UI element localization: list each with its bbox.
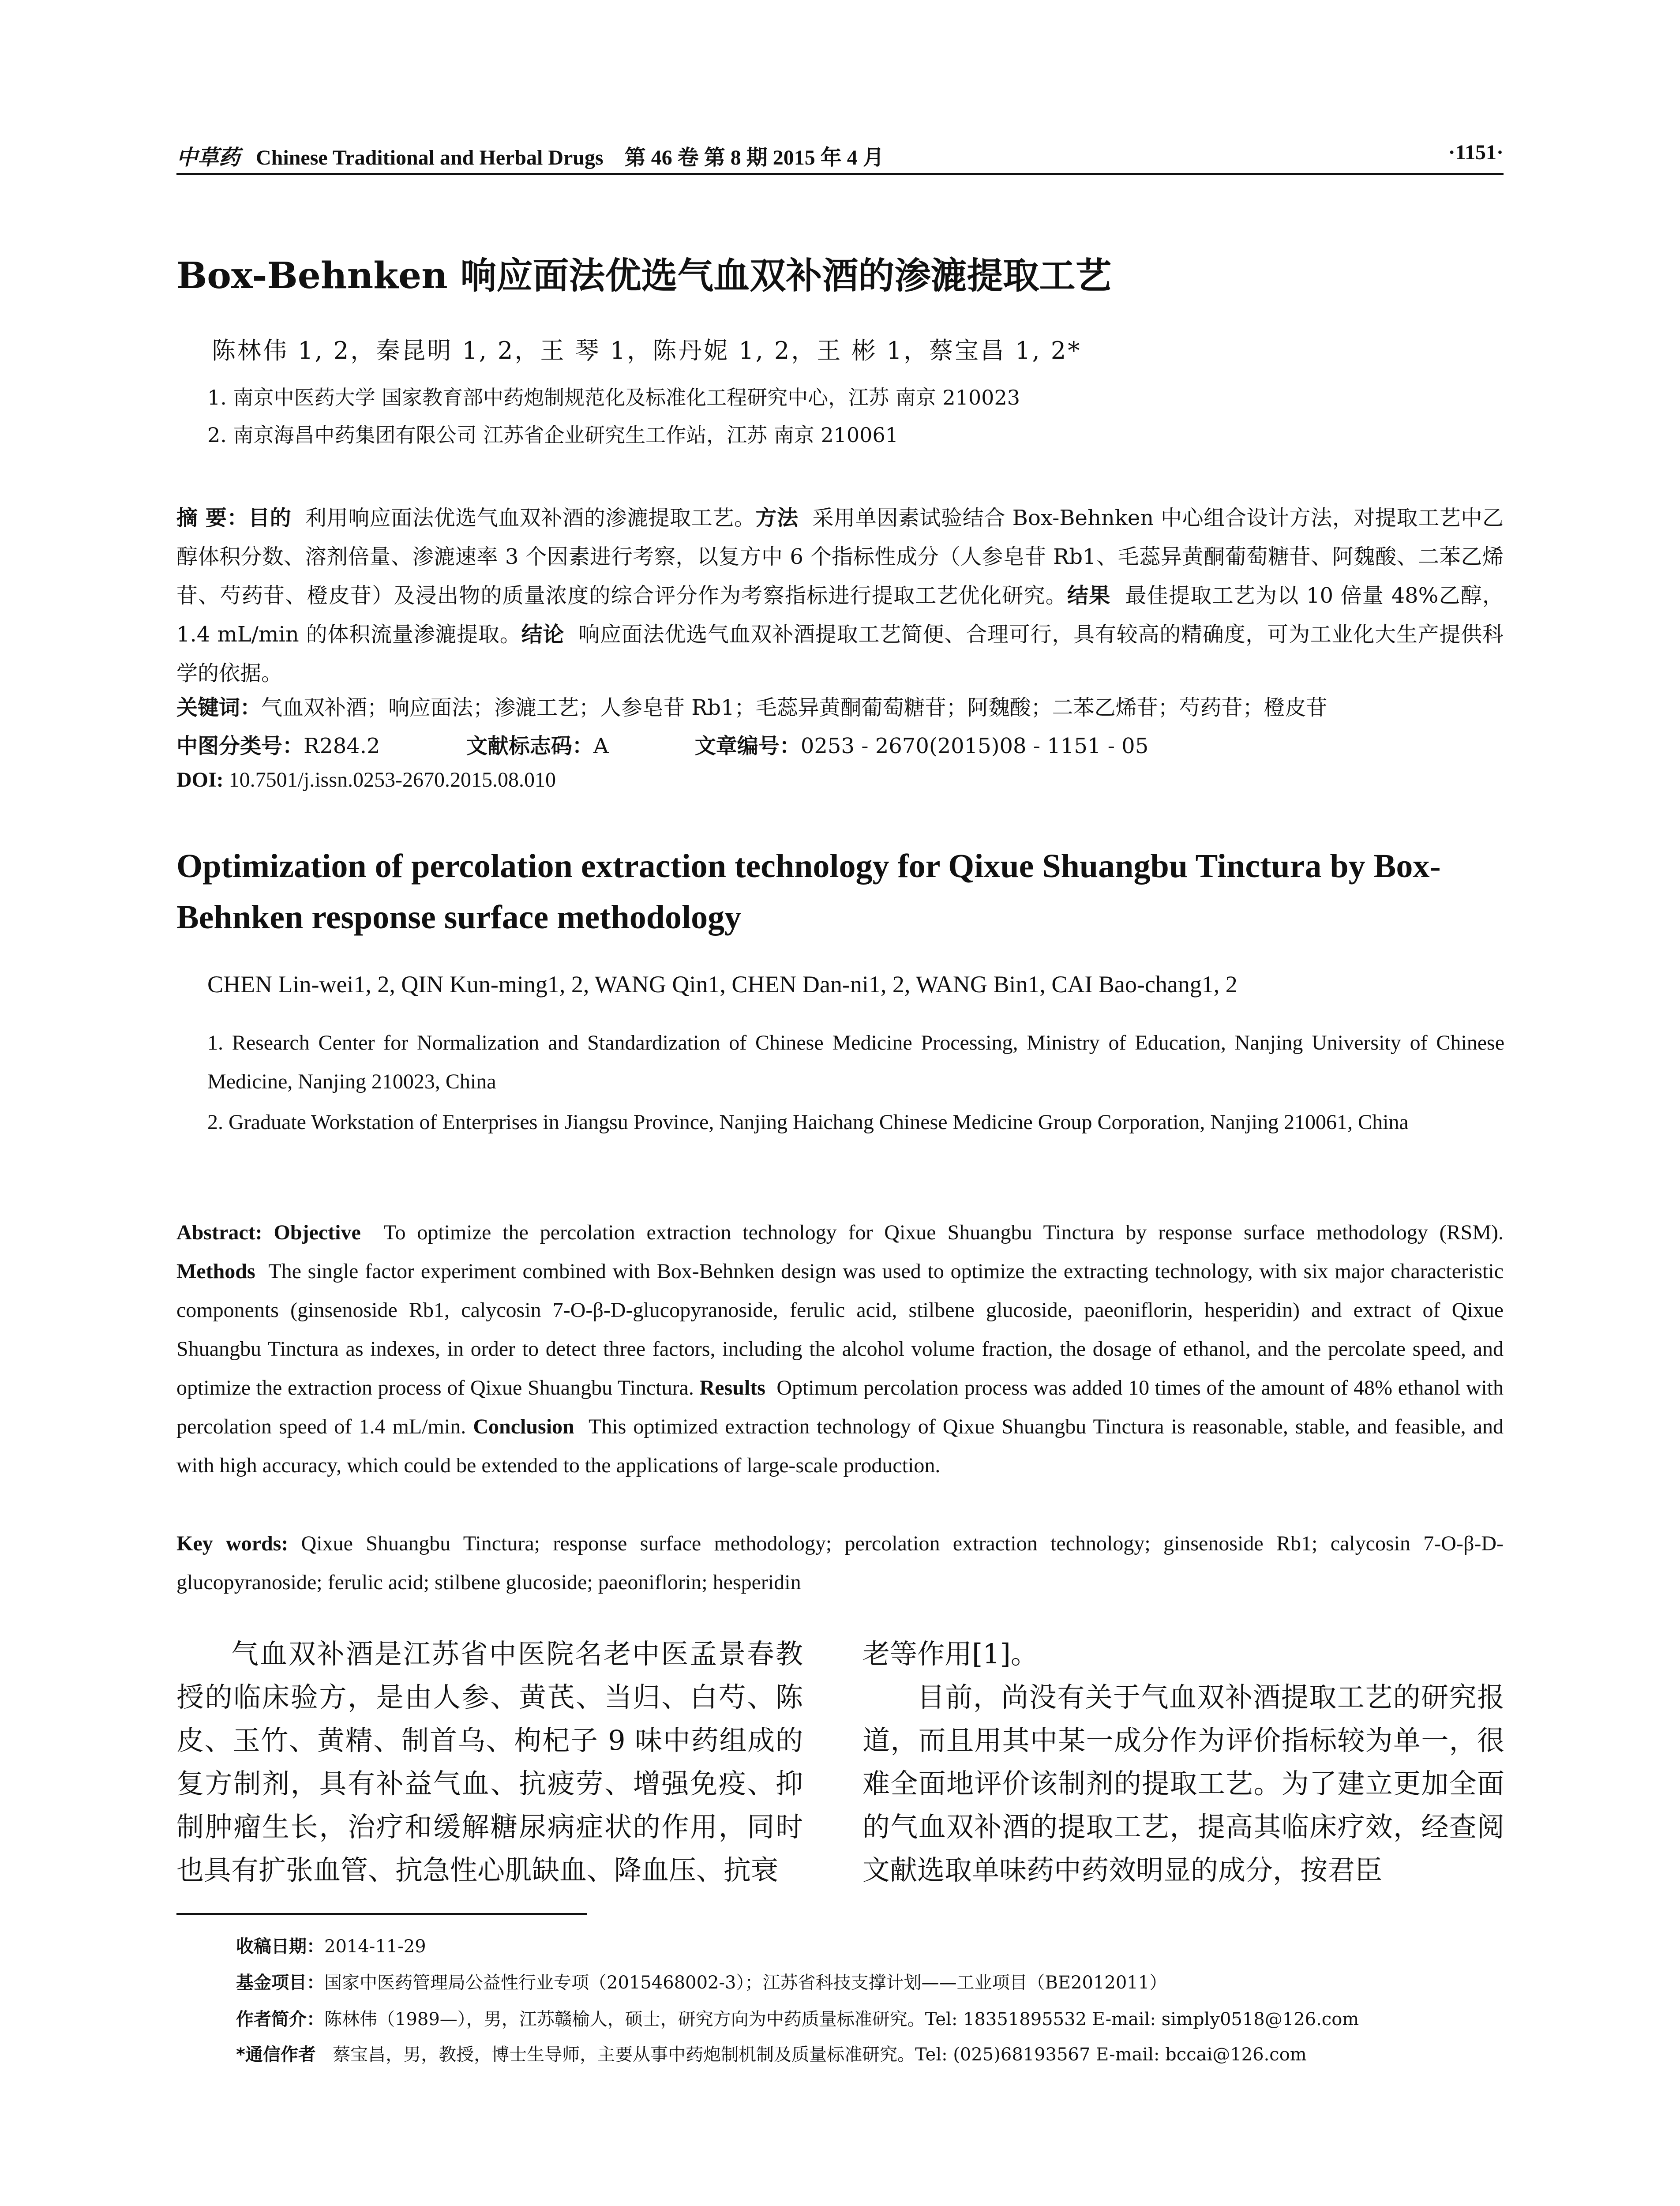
- abstract-cn-label: 摘 要：: [176, 506, 249, 530]
- affiliation-cn-1: 1. 南京中医药大学 国家教育部中药炮制规范化及标准化工程研究中心，江苏 南京 210023: [207, 386, 1020, 409]
- doc-code-value: A: [593, 734, 609, 758]
- body-column-left: [176, 1632, 803, 1892]
- footnote-author: [236, 2005, 1502, 2030]
- results-en: Optimum percolation process was added 10 times of the amount of 48% ethanol with percolation speed of 1.4 mL/min.: [176, 1376, 1504, 1438]
- footnote-corresponding: [236, 2041, 1502, 2066]
- title-en: Optimization of percolation extraction technology for Qixue Shuangbu Tinctura by Box-Behnken response surface methodology: [176, 848, 1441, 936]
- footnote-rule: [176, 1913, 587, 1915]
- header-rule: [176, 173, 1504, 175]
- article-no-value: 0253 - 2670(2015)08 - 1151 - 05: [800, 734, 1149, 758]
- page-number: ·1151·: [1448, 141, 1504, 164]
- keywords-cn-text: 气血双补酒；响应面法；渗漉工艺；人参皂苷 Rb1；毛蕊异黄酮葡萄糖苷；阿魏酸；二苯乙烯苷；芍药苷；橙皮苷: [261, 695, 1328, 720]
- footnote-text: 蔡宝昌，男，教授，博士生导师，主要从事中药炮制机制及质量标准研究。Tel: (025)68193567 E-mail: bccai@126.com: [333, 2045, 1307, 2065]
- conclusion-en: This optimized extraction technology of Qixue Shuangbu Tinctura is reasonable, stable, and feasible, and with high accuracy, which could be extended to the applications of large-scale production.: [176, 1415, 1504, 1477]
- methods-cn: 采用单因素试验结合 Box-Behnken 中心组合设计方法，对提取工艺中乙醇体积分数、溶剂倍量、渗漉速率 3 个因素进行考察，以复方中 6 个指标性成分（人参皂苷 Rb1、毛蕊异黄酮葡萄糖苷、阿魏酸、二苯乙烯苷、芍药苷、橙皮苷）及浸出物的质量浓度的综合评分作为考察指标进行提取工艺优化研究。: [176, 506, 1504, 608]
- methods-en: The single factor experiment combined with Box-Behnken design was used to optimize the extracting technology, with six major characteristic components (ginsenoside Rb1, calycosin 7-O-β-D-glucopyranoside, ferulic acid, stilbene glucoside, paeoniflorin, hesperidin) and extract of Qixue Shuangbu Tinctura as indexes, in order to detect three factors, including the alcohol volume fraction, the dosage of ethanol, and the percolate speed, and optimize the extraction process of Qixue Shuangbu Tinctura.: [176, 1260, 1504, 1399]
- journal-name-en: Chinese Traditional and Herbal Drugs: [256, 146, 604, 169]
- doi-link[interactable]: 10.7501/j.issn.0253-2670.2015.08.010: [229, 768, 556, 792]
- affiliation-en-1: 1. Research Center for Normalization and Standardization of Chinese Medicine Processing, Ministry of Education, Nanjing University of Chinese Medicine, Nanjing 210023, China: [207, 1031, 1504, 1093]
- footnote-label: 基金项目：: [236, 1973, 324, 1993]
- body-paragraph-1-continuation: 老等作用[1]。: [862, 1638, 1038, 1670]
- body-paragraph-1: 气血双补酒是江苏省中医院名老中医孟景春教授的临床验方，是由人参、黄芪、当归、白芍、陈皮、玉竹、黄精、制首乌、枸杞子 9 味中药组成的复方制剂，具有补益气血、抗疲劳、增强免疫、抑制肿瘤生长，治疗和缓解糖尿病症状的作用，同时也具有扩张血管、抗急性心肌缺血、降血压、抗衰: [176, 1638, 803, 1886]
- results-cn: 最佳提取工艺为以 10 倍量 48%乙醇，1.4 mL/min 的体积流量渗漉提取。: [176, 583, 1504, 647]
- keywords-cn-label: 关键词：: [176, 695, 262, 720]
- footnote-label: 收稿日期：: [236, 1936, 324, 1957]
- methods-en-label: Methods: [176, 1260, 255, 1283]
- body-paragraph-2: 目前，尚没有关于气血双补酒提取工艺的研究报道，而且用其中某一成分作为评价指标较为单一，很难全面地评价该制剂的提取工艺。为了建立更加全面的气血双补酒的提取工艺，提高其临床疗效，经查阅文献选取单味药中药效明显的成分，按君臣: [862, 1681, 1504, 1886]
- results-cn-label: 结果: [1067, 583, 1111, 608]
- doc-code-label: 文献标志码：: [466, 734, 593, 758]
- doi: [176, 768, 556, 792]
- conclusion-en-label: Conclusion: [473, 1415, 574, 1438]
- title-cn: Box-Behnken 响应面法优选气血双补酒的渗漉提取工艺: [176, 255, 1112, 297]
- body-column-right: [862, 1632, 1504, 1892]
- clc-label: 中图分类号：: [176, 734, 304, 758]
- abstract-en-label: Abstract:: [176, 1221, 262, 1244]
- objective-cn: 利用响应面法优选气血双补酒的渗漉提取工艺。: [305, 506, 756, 530]
- objective-cn-label: 目的: [248, 506, 292, 530]
- footnote-label: 作者简介：: [236, 2009, 324, 2030]
- doi-label: DOI:: [176, 768, 224, 792]
- keywords-en-text: Qixue Shuangbu Tinctura; response surface methodology; percolation extraction technology; ginsenoside Rb1; calycosin 7-O-β-D-glucopyranoside; ferulic acid; stilbene glucoside; paeoniflorin; hesperidin: [176, 1532, 1504, 1594]
- keywords-en-label: Key words:: [176, 1532, 289, 1555]
- affiliation-en-2: 2. Graduate Workstation of Enterprises in Jiangsu Province, Nanjing Haichang Chinese Medicine Group Corporation, Nanjing 210061, China: [207, 1111, 1409, 1134]
- abstract-en: [176, 1213, 1504, 1485]
- conclusion-cn: 响应面法优选气血双补酒提取工艺简便、合理可行，具有较高的精确度，可为工业化大生产提供科学的依据。: [176, 622, 1504, 686]
- results-en-label: Results: [699, 1376, 765, 1399]
- objective-en: To optimize the percolation extraction technology for Qixue Shuangbu Tinctura by response surface methodology (RSM).: [383, 1221, 1504, 1244]
- authors-cn: 陈林伟 1, 2，秦昆明 1, 2，王 琴 1，陈丹妮 1, 2，王 彬 1，蔡宝昌 1, 2*: [212, 337, 1082, 364]
- footnote-text: 陈林伟（1989—），男，江苏赣榆人，硕士，研究方向为中药质量标准研究。Tel: 18351895532 E-mail: simply0518@126.com: [324, 2009, 1359, 2030]
- abstract-cn: [176, 499, 1504, 693]
- journal-name-cn: 中草药: [176, 146, 240, 169]
- issue-info: 第 46 卷 第 8 期 2015 年 4 月: [624, 146, 884, 169]
- conclusion-cn-label: 结论: [521, 622, 565, 647]
- running-header: [176, 140, 1500, 171]
- article-no-label: 文章编号：: [694, 734, 801, 758]
- authors-en: CHEN Lin-wei1, 2, QIN Kun-ming1, 2, WANG Qin1, CHEN Dan-ni1, 2, WANG Bin1, CAI Bao-chang1, 2: [207, 971, 1238, 998]
- affiliation-cn-2: 2. 南京海昌中药集团有限公司 江苏省企业研究生工作站，江苏 南京 210061: [207, 423, 898, 447]
- footnote-received: [236, 1932, 1502, 1958]
- footnote-text: 国家中医药管理局公益性行业专项（2015468002-3）；江苏省科技支撑计划——工业项目（BE2012011）: [324, 1973, 1167, 1993]
- classification-row: [176, 729, 1148, 759]
- keywords-en: [176, 1524, 1504, 1602]
- clc-value: R284.2: [304, 734, 380, 758]
- footnote-label: *通信作者: [236, 2045, 316, 2065]
- footnote-text: 2014-11-29: [324, 1936, 426, 1957]
- objective-en-label: Objective: [274, 1221, 361, 1244]
- footnote-funding: [236, 1969, 1502, 1994]
- keywords-cn: [176, 690, 1504, 721]
- methods-cn-label: 方法: [755, 506, 799, 530]
